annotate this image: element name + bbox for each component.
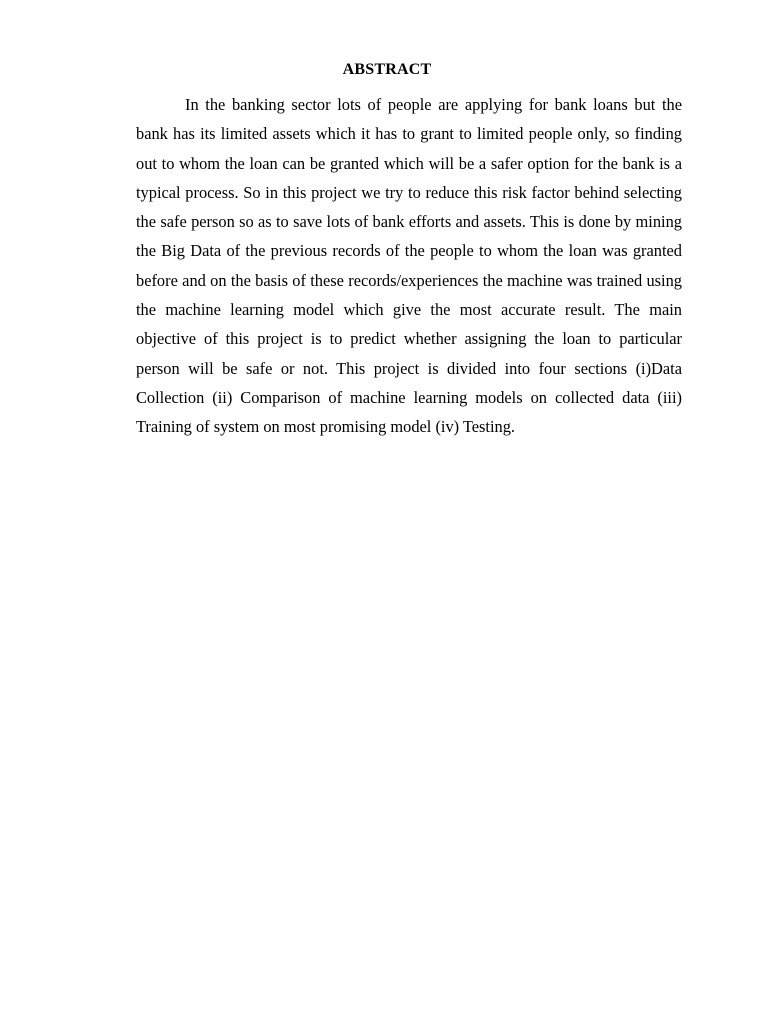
abstract-paragraph: In the banking sector lots of people are applying for bank loans but the bank has its limited assets which it has to grant to limited people only, so finding out to whom the loan can be granted which will be a safer option for the bank is a typical process. So in this project we try to reduce this risk factor behind selecting the safe person so as to save lots of bank efforts and assets. This is done by mining the Big Data of the previous records of the people to whom the loan was granted before and on the basis of these records/experiences the machine was trained using the machine learning model which give the most accurate result. The main objective of this project is to predict whether assigning the loan to particular person will be safe or not. This project is divided into four sections (i)Data Collection (ii) Comparison of machine learning models on collected data (iii) Training of system on most promising model (iv) Testing. <box>136 95 682 437</box>
abstract-heading: ABSTRACT <box>342 61 432 78</box>
